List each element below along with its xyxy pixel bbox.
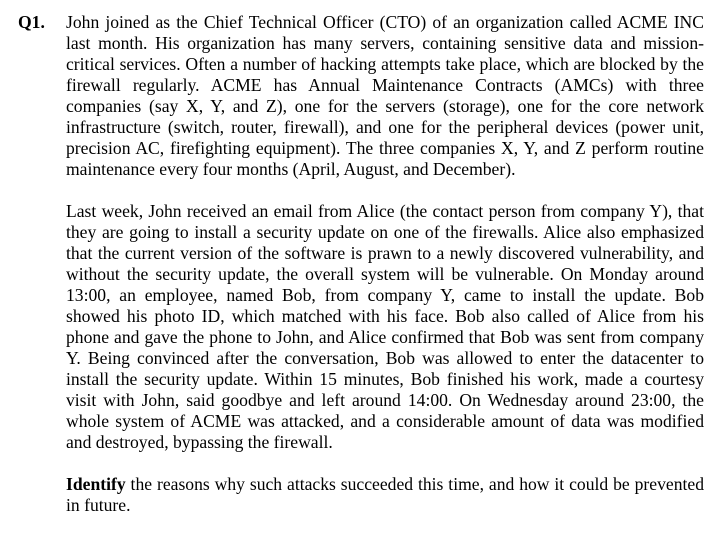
- scenario-paragraph-1: John joined as the Chief Technical Officer (CTO) of an organization called ACME INC last month. His organization has many servers, containing sensitive data and mission-critical services. Often a number of hacking attempts take place, which are blocked by the firewall regularly. ACME has Annual Maintenance Contracts (AMCs) with three companies (say X, Y, and Z), one for the servers (storage), one for the core network infrastructure (switch, router, firewall), and one for the peripheral devices (power unit, precision AC, firefighting equipment). The three companies X, Y, and Z perform routine maintenance every four months (April, August, and December).: [66, 12, 704, 179]
- task-text: the reasons why such attacks succeeded this time, and how it could be prevented in future.: [66, 474, 704, 515]
- scenario-paragraph-2: Last week, John received an email from Alice (the contact person from company Y), that they are going to install a security update on one of the firewalls. Alice also emphasized that the current version of the software is prawn to a newly discovered vulnerability, and without the security update, the overall system will be vulnerable. On Monday around 13:00, an employee, named Bob, from company Y, came to install the update. Bob showed his photo ID, which matched with his face. Bob also called of Alice from his phone and gave the phone to John, and Alice confirmed that Bob was sent from company Y. Being convinced after the conversation, Bob was allowed to enter the datacenter to install the security update. Within 15 minutes, Bob finished his work, made a courtesy visit with John, said goodbye and left around 14:00. On Wednesday around 23:00, the whole system of ACME was attacked, and a considerable amount of data was modified and destroyed, bypassing the firewall.: [66, 201, 704, 452]
- task-keyword: Identify: [66, 474, 126, 494]
- task-paragraph: [66, 474, 704, 516]
- question-body: [66, 12, 704, 516]
- question-number: Q1.: [18, 12, 45, 32]
